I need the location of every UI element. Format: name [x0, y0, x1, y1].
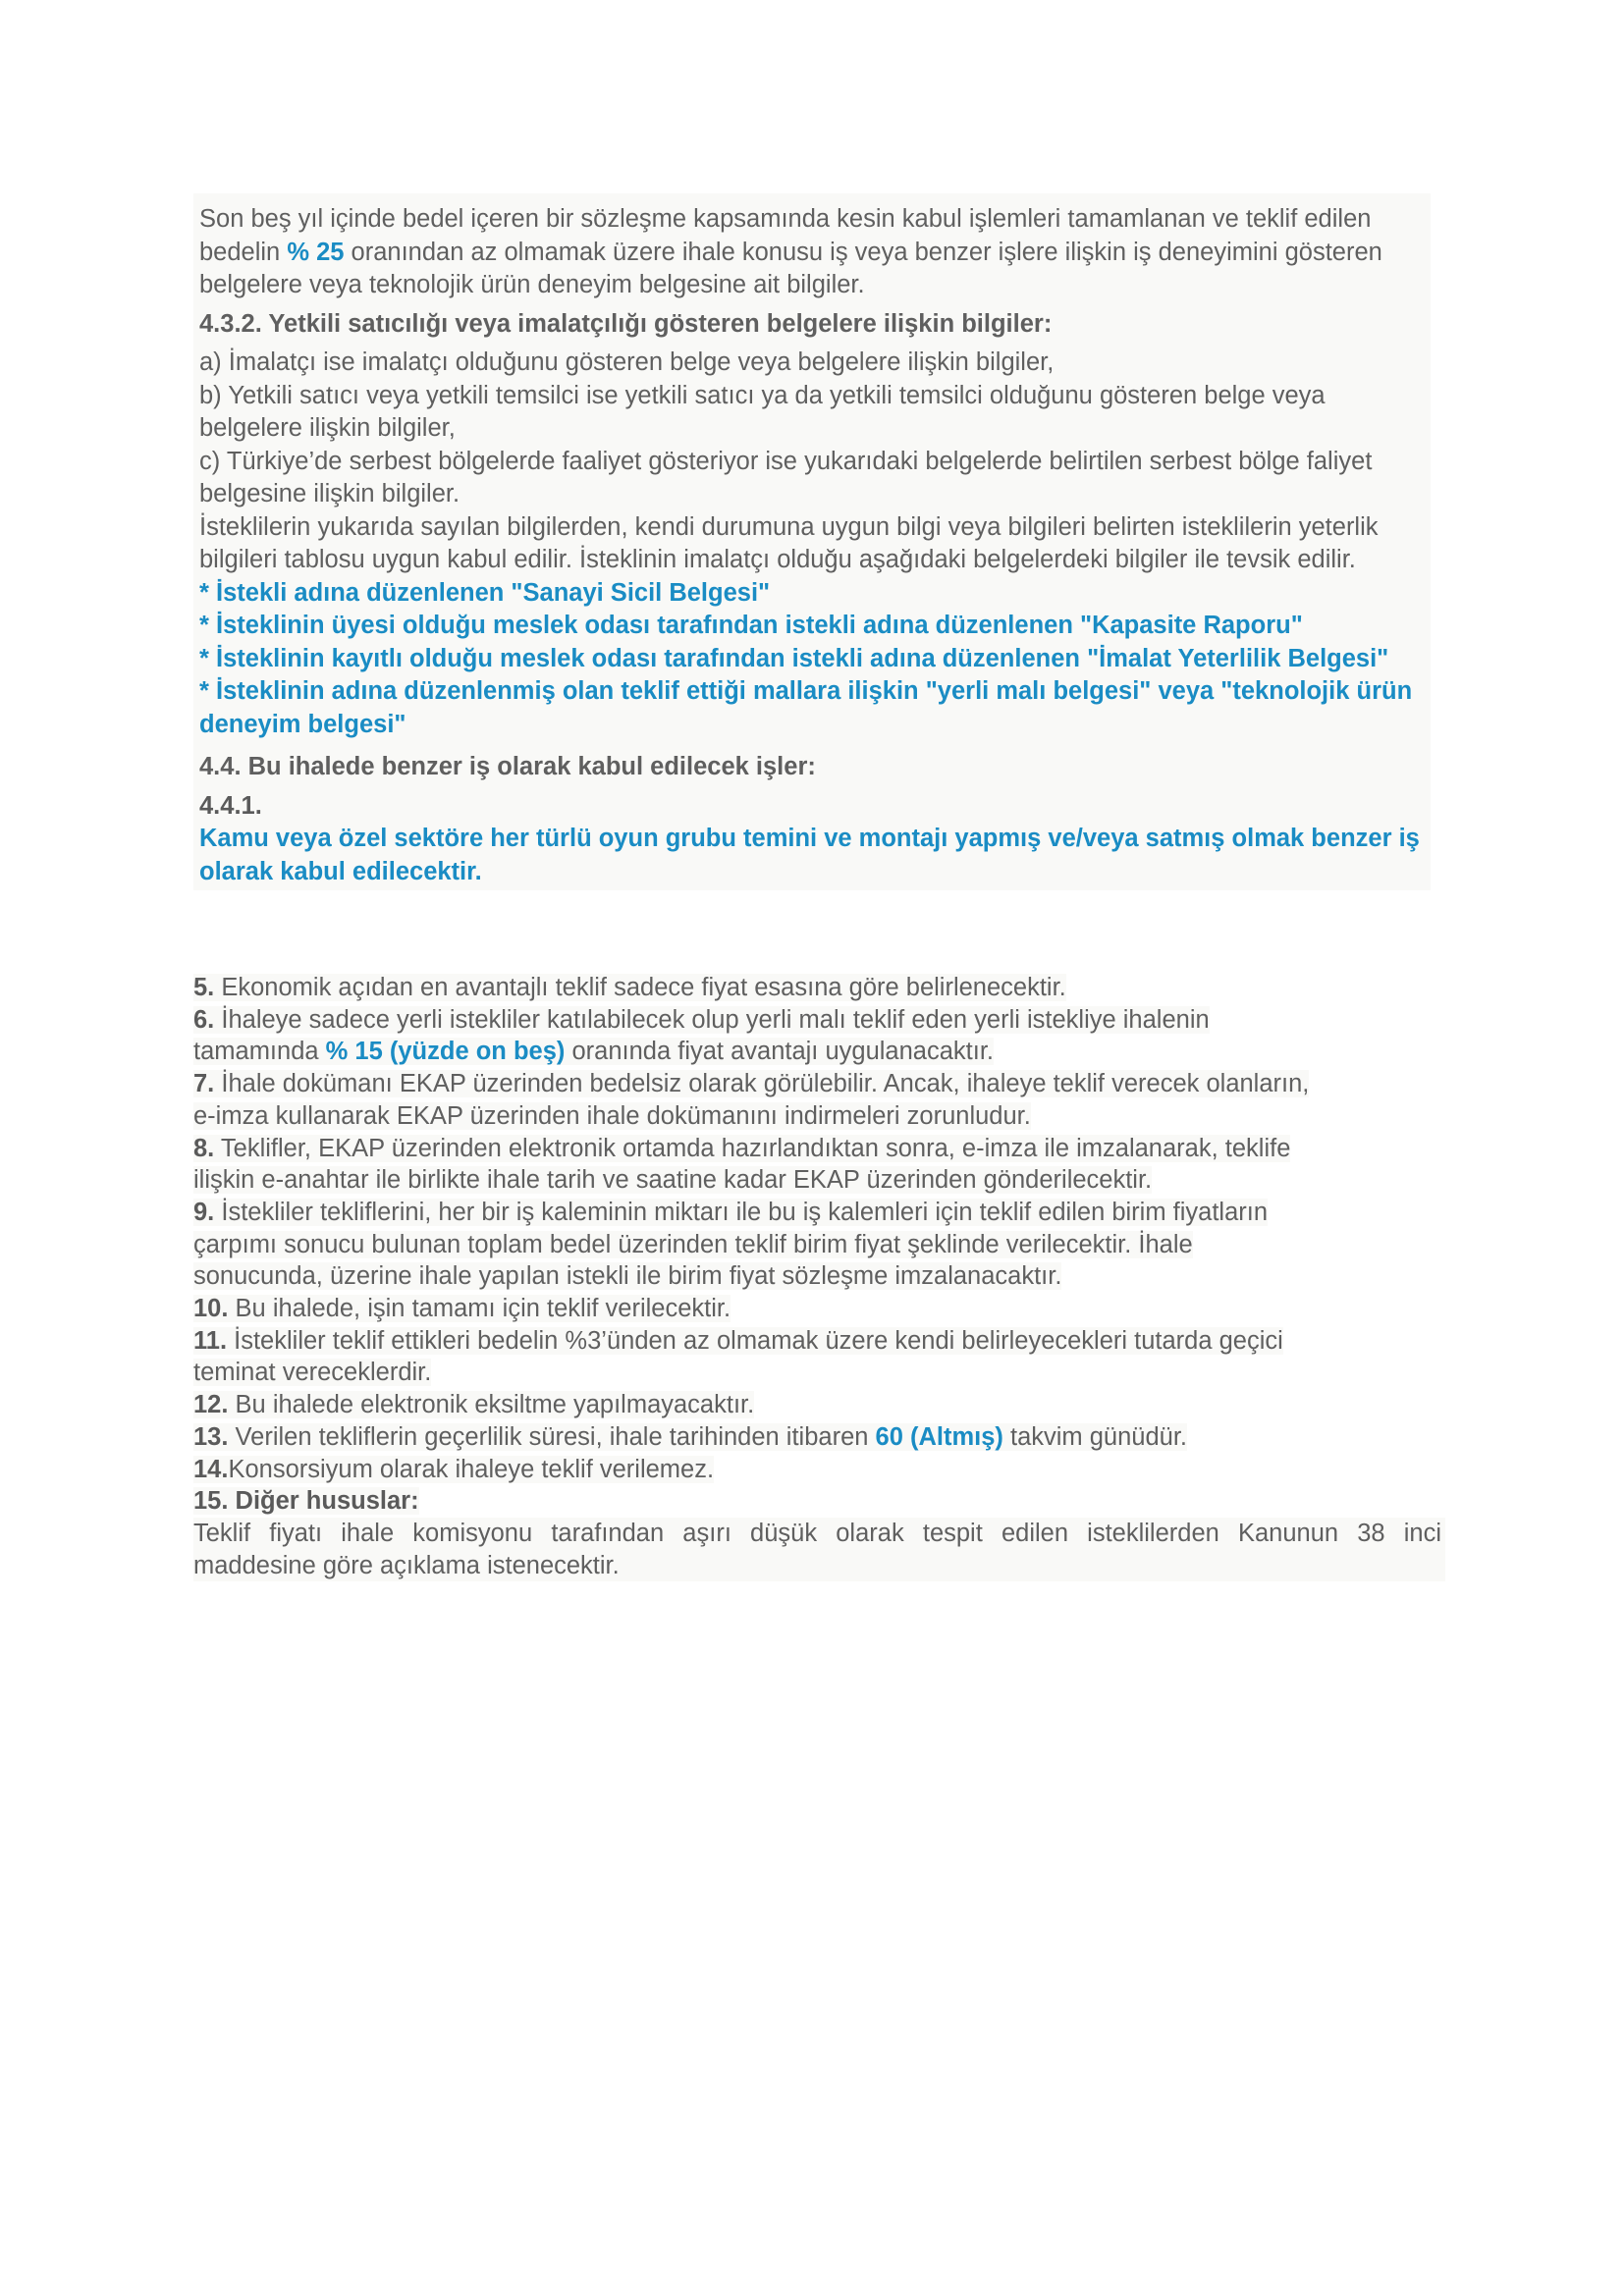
clause-15-text: Teklif fiyatı ihale komisyonu tarafından aşırı düşük olarak tespit edilen isteklilerden Kanunun 38 inci [193, 1518, 1445, 1550]
clause-14: 14.Konsorsiyum olarak ihaleye teklif verilemez. [193, 1455, 715, 1483]
percentage-highlight: % 25 [287, 238, 345, 266]
clause-6-cont: tamamında % 15 (yüzde on beş) oranında fiyat avantajı uygulanacaktır. [193, 1038, 995, 1066]
clause-9-cont: sonucunda, üzerine ihale yapılan istekli ile birim fiyat sözleşme imzalanacaktır. [193, 1262, 1062, 1291]
clause-7: 7. İhale dokümanı EKAP üzerinden bedelsiz olarak görülebilir. Ancak, ihaleye teklif verecek olanların, [193, 1070, 1310, 1098]
clause-7-cont: e-imza kullanarak EKAP üzerinden ihale dokümanını indirmeleri zorunludur. [193, 1101, 1031, 1130]
document-item: * İstekli adına düzenlenen "Sanayi Sicil Belgesi" [199, 578, 771, 607]
clause-9-cont: çarpımı sonucu bulunan toplam bedel üzerinden teklif birim fiyat şeklinde verilecektir. İhale [193, 1230, 1193, 1258]
clause-12: 12. Bu ihalede elektronik eksiltme yapılmayacaktır. [193, 1391, 755, 1419]
clause-13: 13. Verilen tekliflerin geçerlilik süresi, ihale tarihinden itibaren 60 (Altmış) takvim günüdür. [193, 1422, 1188, 1451]
clause-9: 9. İstekliler tekliflerini, her bir iş kaleminin miktarı ile bu iş kalemleri için teklif edilen birim fiyatların [193, 1198, 1269, 1226]
document-item: * İsteklinin adına düzenlenmiş olan teklif ettiği mallara ilişkin "yerli malı belgesi" veya "teknolojik ürün deneyim belgesi" [199, 677, 1413, 738]
clause-15-heading: 15. Diğer hususlar: [193, 1487, 419, 1516]
similar-work-text: Kamu veya özel sektöre her türlü oyun grubu temini ve montajı yapmış ve/veya satmış olmak benzer iş olarak kabul edilecektir. [199, 825, 1420, 885]
document-item: * İsteklinin üyesi olduğu meslek odası tarafından istekli adına düzenlenen "Kapasite Raporu" [199, 612, 1303, 639]
item-b: b) Yetkili satıcı veya yetkili temsilci ise yetkili satıcı ya da yetkili temsilci olduğunu gösteren belge veya belgelere ilişkin bilgiler, [199, 381, 1326, 442]
heading-4-4-1: 4.4.1. [199, 791, 262, 820]
conditions-paragraph: İsteklilerin yukarıda sayılan bilgilerden, kendi durumuna uygun bilgi veya bilgileri belirten isteklilerin yeterlik bilgileri tablosu uygun kabul edilir. İsteklinin imalatçı olduğu aşağıdaki belgelerdeki bilgiler ile tevsik edilir. [199, 512, 1379, 573]
heading-4-3-2: 4.3.2. Yetkili satıcılığı veya imalatçılığı gösteren belgelere ilişkin bilgiler: [199, 309, 1053, 338]
document-item: * İsteklinin kayıtlı olduğu meslek odası tarafından istekli adına düzenlenen "İmalat Yeterlilik Belgesi" [199, 644, 1389, 672]
clauses-section [193, 972, 1445, 1581]
clause-8-cont: ilişkin e-anahtar ile birlikte ihale tarih ve saatine kadar EKAP üzerinden gönderilecektir. [193, 1166, 1153, 1195]
clause-5: 5. Ekonomik açıdan en avantajlı teklif sadece fiyat esasına göre belirlenecektir. [193, 974, 1066, 1001]
item-a: a) İmalatçı ise imalatçı olduğunu gösteren belge veya belgelere ilişkin bilgiler, [199, 348, 1055, 376]
experience-paragraph: Son beş yıl içinde bedel içeren bir sözleşme kapsamında kesin kabul işlemleri tamamlanan ve teklif edilen bedelin % 25 oranından az olmamak üzere ihale konusu iş veya benzer işlere ilişkin iş deneyimini gösteren belgelere veya teknolojik ürün deneyim belgesine ait bilgiler. [199, 205, 1382, 298]
clause-15-text-cont: maddesine göre açıklama istenecektir. [193, 1550, 1445, 1582]
item-c: c) Türkiye’de serbest bölgelerde faaliyet gösteriyor ise yukarıdaki belgelerde belirtilen serbest bölge faliyet belgesine ilişkin bilgiler. [199, 447, 1373, 507]
clause-11-cont: teminat vereceklerdir. [193, 1359, 432, 1387]
validity-highlight: 60 (Altmış) [875, 1422, 1003, 1451]
qualification-section [193, 193, 1431, 890]
clause-11: 11. İstekliler teklif ettikleri bedelin %3’ünden az olmamak üzere kendi belirleyecekleri tutarda geçici [193, 1326, 1283, 1355]
clause-6: 6. İhaleye sadece yerli istekliler katılabilecek olup yerli malı teklif eden yerli istekliye ihalenin [193, 1005, 1210, 1034]
price-advantage-highlight: % 15 (yüzde on beş) [325, 1038, 566, 1066]
heading-4-4: 4.4. Bu ihalede benzer iş olarak kabul edilecek işler: [199, 753, 816, 780]
clause-10: 10. Bu ihalede, işin tamamı için teklif verilecektir. [193, 1295, 731, 1323]
clause-8: 8. Teklifler, EKAP üzerinden elektronik ortamda hazırlandıktan sonra, e-imza ile imzalanarak, teklife [193, 1134, 1291, 1162]
